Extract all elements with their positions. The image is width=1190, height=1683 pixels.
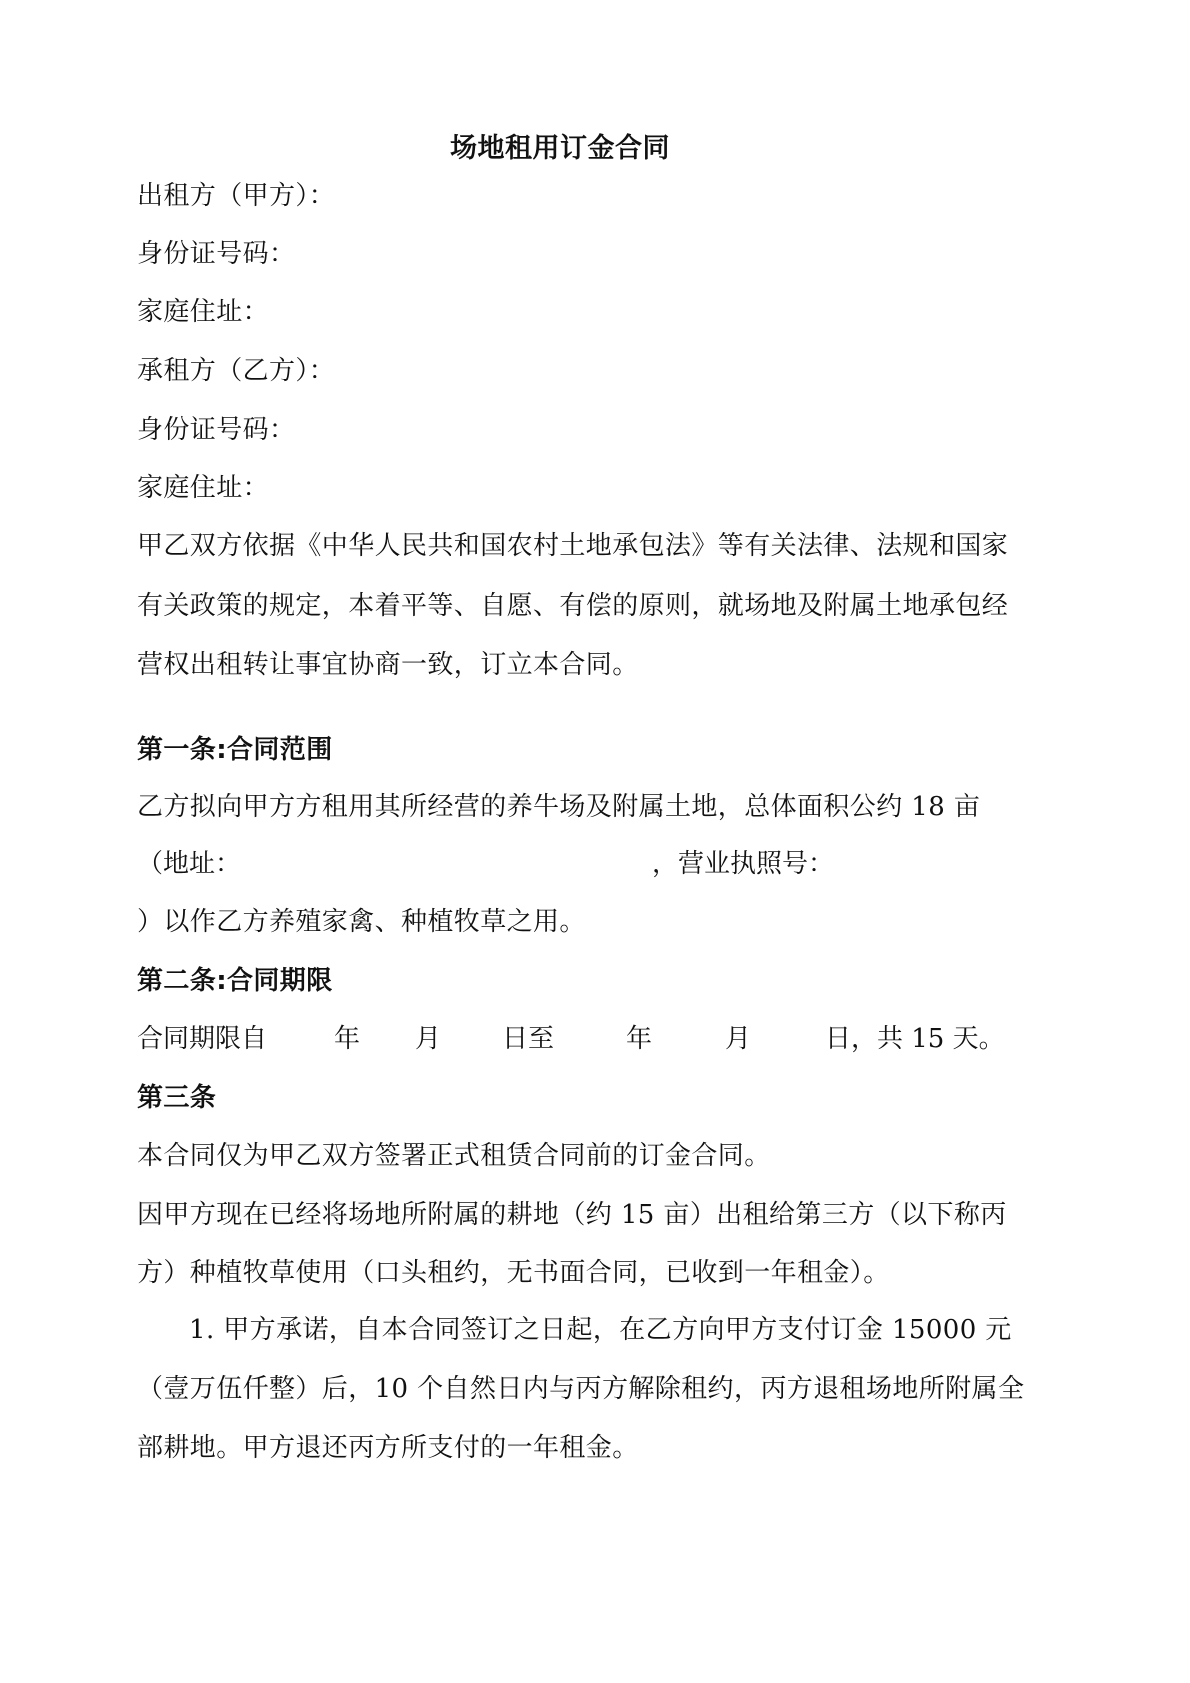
article2-year-1: 年: [334, 1024, 361, 1054]
article1-license-label: ，营业执照号：: [652, 849, 835, 879]
article1-heading: 第一条:合同范围: [137, 735, 333, 765]
article1-address-label: （地址：: [137, 849, 242, 879]
lessor-id-label: 身份证号码：: [137, 239, 296, 269]
preamble-line-1: 甲乙双方依据《中华人民共和国农村土地承包法》等有关法律、法规和国家: [137, 531, 1009, 561]
article3-heading: 第三条: [137, 1083, 217, 1113]
lessee-label: 承租方（乙方）：: [137, 356, 336, 386]
article3-item1-line-3: 部耕地。甲方退还丙方所支付的一年租金。: [137, 1433, 639, 1463]
lessee-id-label: 身份证号码：: [137, 415, 296, 445]
article2-year-2: 年: [626, 1024, 653, 1054]
article3-line-3: 方）种植牧草使用（口头租约，无书面合同，已收到一年租金）。: [137, 1258, 890, 1288]
preamble-line-3: 营权出租转让事宜协商一致，订立本合同。: [137, 650, 639, 680]
preamble-line-2: 有关政策的规定，本着平等、自愿、有偿的原则，就场地及附属土地承包经: [137, 591, 1009, 621]
article3-item1-line-2: （壹万伍仟整）后，10 个自然日内与丙方解除租约，丙方退租场地所附属全: [137, 1374, 1025, 1404]
article2-month-1: 月: [415, 1024, 442, 1054]
article3-line-1: 本合同仅为甲乙双方签署正式租赁合同前的订金合同。: [137, 1141, 771, 1171]
lessor-label: 出租方（甲方）：: [137, 181, 336, 211]
article3-line-2: 因甲方现在已经将场地所附属的耕地（约 15 亩）出租给第三方（以下称丙: [137, 1200, 1007, 1230]
article2-day-total: 日，共 15 天。: [825, 1024, 1005, 1054]
article2-heading: 第二条:合同期限: [137, 966, 333, 996]
article2-month-2: 月: [725, 1024, 752, 1054]
article3-item1-line-1: 1. 甲方承诺，自本合同签订之日起，在乙方向甲方支付订金 15000 元: [189, 1315, 1012, 1345]
article2-day-to: 日至: [502, 1024, 555, 1054]
lessee-address-label: 家庭住址：: [137, 473, 270, 503]
article1-line-3: ）以作乙方养殖家禽、种植牧草之用。: [137, 907, 586, 937]
article2-from: 合同期限自: [137, 1024, 268, 1054]
lessor-address-label: 家庭住址：: [137, 297, 270, 327]
article1-line-1: 乙方拟向甲方方租用其所经营的养牛场及附属土地，总体面积公约 18 亩: [137, 792, 981, 822]
document-title: 场地租用订金合同: [450, 133, 670, 164]
